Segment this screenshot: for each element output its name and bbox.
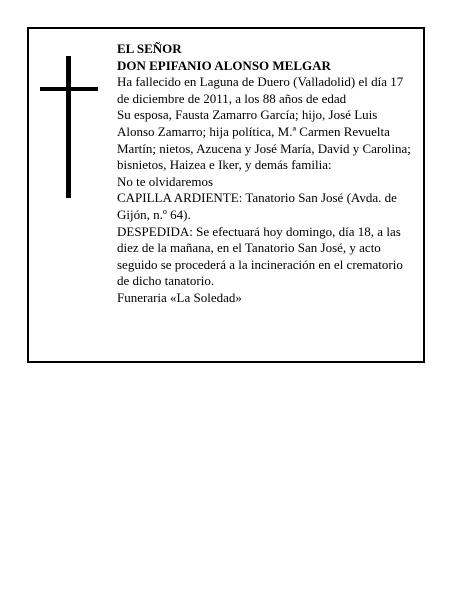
title-honorific: EL SEÑOR [117, 41, 182, 56]
death-info: Ha fallecido en Laguna de Duero (Valladolid) el día 17 de diciembre de 2011, a los 88 años de edad [117, 74, 404, 106]
obituary-notice [27, 27, 425, 363]
notice-text [117, 41, 417, 307]
chapel-info: CAPILLA ARDIENTE: Tanatorio San José (Avda. de Gijón, n.º 64). [117, 190, 397, 222]
service-info: DESPEDIDA: Se efectuará hoy domingo, día 18, a las diez de la mañana, en el Tanatorio San José, y acto seguido se procederá a la incineración en el crematorio de dicho tanatorio. [117, 223, 403, 289]
cross-vertical-bar [66, 56, 71, 198]
cross-icon [40, 56, 98, 198]
deceased-name: DON EPIFANIO ALONSO MELGAR [117, 57, 331, 73]
funeral-home: Funeraria «La Soledad» [117, 289, 242, 305]
farewell-message: No te olvidaremos [117, 173, 214, 189]
cross-horizontal-bar [40, 87, 98, 91]
family-list: Su esposa, Fausta Zamarro García; hijo, José Luis Alonso Zamarro; hija política, M.ª Carmen Revuelta Martín; nietos, Azucena y José María, David y Carolina; bisnietos, Haizea e Iker, y demás familia: [117, 107, 411, 173]
